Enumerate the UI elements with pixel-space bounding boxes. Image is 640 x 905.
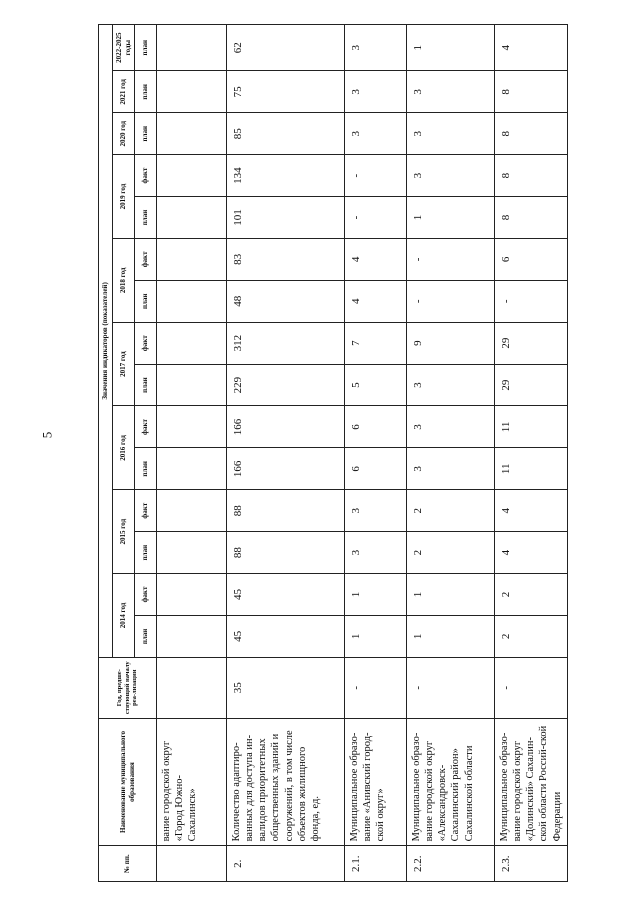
header-base-year: Год, предше-ствующий началу реа-лизации bbox=[99, 657, 157, 718]
row-number: 2.1. bbox=[345, 846, 407, 882]
cell: 8 bbox=[495, 113, 568, 155]
header-name: Наименование муниципального образования bbox=[99, 718, 157, 846]
cell: 1 bbox=[407, 25, 495, 71]
cell bbox=[157, 615, 227, 657]
row-number bbox=[157, 846, 227, 882]
header-year-2022-2025: 2022-2025 годы bbox=[113, 25, 135, 71]
cell: 166 bbox=[227, 448, 345, 490]
cell: 45 bbox=[227, 574, 345, 616]
cell: 101 bbox=[227, 197, 345, 239]
cell bbox=[157, 238, 227, 280]
row-name: вание городской округ «Город Южно-Сахалинск» bbox=[157, 718, 227, 846]
cell: 3 bbox=[407, 448, 495, 490]
header-values-group: Значения индикаторов (показателей) bbox=[99, 25, 113, 658]
header-plan: план bbox=[135, 615, 157, 657]
row-base: 35 bbox=[227, 657, 345, 718]
cell: 2 bbox=[407, 490, 495, 532]
cell: 29 bbox=[495, 322, 568, 364]
page-number: 5 bbox=[39, 431, 55, 439]
cell bbox=[157, 532, 227, 574]
cell: 3 bbox=[345, 25, 407, 71]
header-year-2018: 2018 год bbox=[113, 238, 135, 322]
cell: 6 bbox=[345, 406, 407, 448]
cell: 8 bbox=[495, 155, 568, 197]
cell: 62 bbox=[227, 25, 345, 71]
row-base: - bbox=[345, 657, 407, 718]
header-fact: факт bbox=[135, 155, 157, 197]
header-plan: план bbox=[135, 280, 157, 322]
header-year-2021: 2021 год bbox=[113, 71, 135, 113]
table-body bbox=[157, 25, 568, 882]
header-year-2015: 2015 год bbox=[113, 490, 135, 574]
header-fact: факт bbox=[135, 322, 157, 364]
cell: 2 bbox=[407, 532, 495, 574]
cell: 5 bbox=[345, 364, 407, 406]
cell: 3 bbox=[407, 155, 495, 197]
cell: 2 bbox=[495, 574, 568, 616]
row-name: Муниципальное образо-вание «Анивский город-ской округ» bbox=[345, 718, 407, 846]
header-plan: план bbox=[135, 71, 157, 113]
header-num: № пп. bbox=[99, 846, 157, 882]
cell: 1 bbox=[345, 574, 407, 616]
cell: 45 bbox=[227, 615, 345, 657]
header-fact: факт bbox=[135, 574, 157, 616]
cell bbox=[157, 155, 227, 197]
cell: 9 bbox=[407, 322, 495, 364]
cell: - bbox=[345, 155, 407, 197]
header-year-2020: 2020 год bbox=[113, 113, 135, 155]
row-name: Количество адаптиро-ванных для доступа ин-валидов приоритетных общественных зданий и сооружений, в том числе объектов жилищного фонда, ед. bbox=[227, 718, 345, 846]
header-fact: факт bbox=[135, 238, 157, 280]
cell: - bbox=[345, 197, 407, 239]
row-number: 2.3. bbox=[495, 846, 568, 882]
table-row bbox=[227, 25, 345, 882]
cell: 3 bbox=[345, 532, 407, 574]
cell: 2 bbox=[495, 615, 568, 657]
cell: 3 bbox=[345, 490, 407, 532]
header-year-2014: 2014 год bbox=[113, 574, 135, 658]
header-year-2019: 2019 год bbox=[113, 155, 135, 239]
header-year-2017: 2017 год bbox=[113, 322, 135, 406]
header-plan: план bbox=[135, 532, 157, 574]
cell: 6 bbox=[495, 238, 568, 280]
header-plan: план bbox=[135, 448, 157, 490]
cell: 134 bbox=[227, 155, 345, 197]
cell: 88 bbox=[227, 490, 345, 532]
cell bbox=[157, 71, 227, 113]
cell: 4 bbox=[345, 280, 407, 322]
table-row bbox=[345, 25, 407, 882]
cell bbox=[157, 490, 227, 532]
cell bbox=[157, 197, 227, 239]
cell: 3 bbox=[407, 364, 495, 406]
cell: 85 bbox=[227, 113, 345, 155]
row-base: - bbox=[407, 657, 495, 718]
table-row bbox=[495, 25, 568, 882]
cell: 229 bbox=[227, 364, 345, 406]
cell: 1 bbox=[345, 615, 407, 657]
header-plan: план bbox=[135, 197, 157, 239]
row-name: Муниципальное образо-вание городской округ «Александровск-Сахалинский район» Сахалинской области bbox=[407, 718, 495, 846]
cell: 312 bbox=[227, 322, 345, 364]
cell: 7 bbox=[345, 322, 407, 364]
cell: 11 bbox=[495, 406, 568, 448]
cell: 3 bbox=[345, 71, 407, 113]
cell bbox=[157, 574, 227, 616]
cell: 8 bbox=[495, 197, 568, 239]
cell: 1 bbox=[407, 615, 495, 657]
cell: 75 bbox=[227, 71, 345, 113]
cell bbox=[157, 25, 227, 71]
cell bbox=[157, 113, 227, 155]
row-base bbox=[157, 657, 227, 718]
cell: 1 bbox=[407, 197, 495, 239]
row-number: 2. bbox=[227, 846, 345, 882]
cell bbox=[157, 280, 227, 322]
cell: 29 bbox=[495, 364, 568, 406]
cell: 1 bbox=[407, 574, 495, 616]
cell: 166 bbox=[227, 406, 345, 448]
cell bbox=[157, 448, 227, 490]
table-row bbox=[407, 25, 495, 882]
header-fact: факт bbox=[135, 406, 157, 448]
header-year-2016: 2016 год bbox=[113, 406, 135, 490]
cell: 4 bbox=[495, 532, 568, 574]
cell: 4 bbox=[495, 25, 568, 71]
rotated-table-wrapper bbox=[98, 24, 563, 882]
cell: 11 bbox=[495, 448, 568, 490]
cell: 4 bbox=[495, 490, 568, 532]
cell: 3 bbox=[407, 406, 495, 448]
indicators-table bbox=[98, 24, 568, 882]
cell: 4 bbox=[345, 238, 407, 280]
cell bbox=[157, 364, 227, 406]
header-plan: план bbox=[135, 364, 157, 406]
cell: 83 bbox=[227, 238, 345, 280]
cell: 3 bbox=[407, 113, 495, 155]
header-fact: факт bbox=[135, 490, 157, 532]
header-plan: план bbox=[135, 113, 157, 155]
row-name: Муниципальное образо-вание городской округ «Долинский» Сахалин-ской области Россий-ской Федерации bbox=[495, 718, 568, 846]
cell: 8 bbox=[495, 71, 568, 113]
cell: - bbox=[407, 238, 495, 280]
cell: 3 bbox=[407, 71, 495, 113]
cell bbox=[157, 406, 227, 448]
cell: - bbox=[495, 280, 568, 322]
cell: 48 bbox=[227, 280, 345, 322]
cell: 88 bbox=[227, 532, 345, 574]
cell: 3 bbox=[345, 113, 407, 155]
cell: - bbox=[407, 280, 495, 322]
header-plan: план bbox=[135, 25, 157, 71]
cell: 6 bbox=[345, 448, 407, 490]
cell bbox=[157, 322, 227, 364]
row-base: - bbox=[495, 657, 568, 718]
table-row bbox=[157, 25, 227, 882]
row-number: 2.2. bbox=[407, 846, 495, 882]
